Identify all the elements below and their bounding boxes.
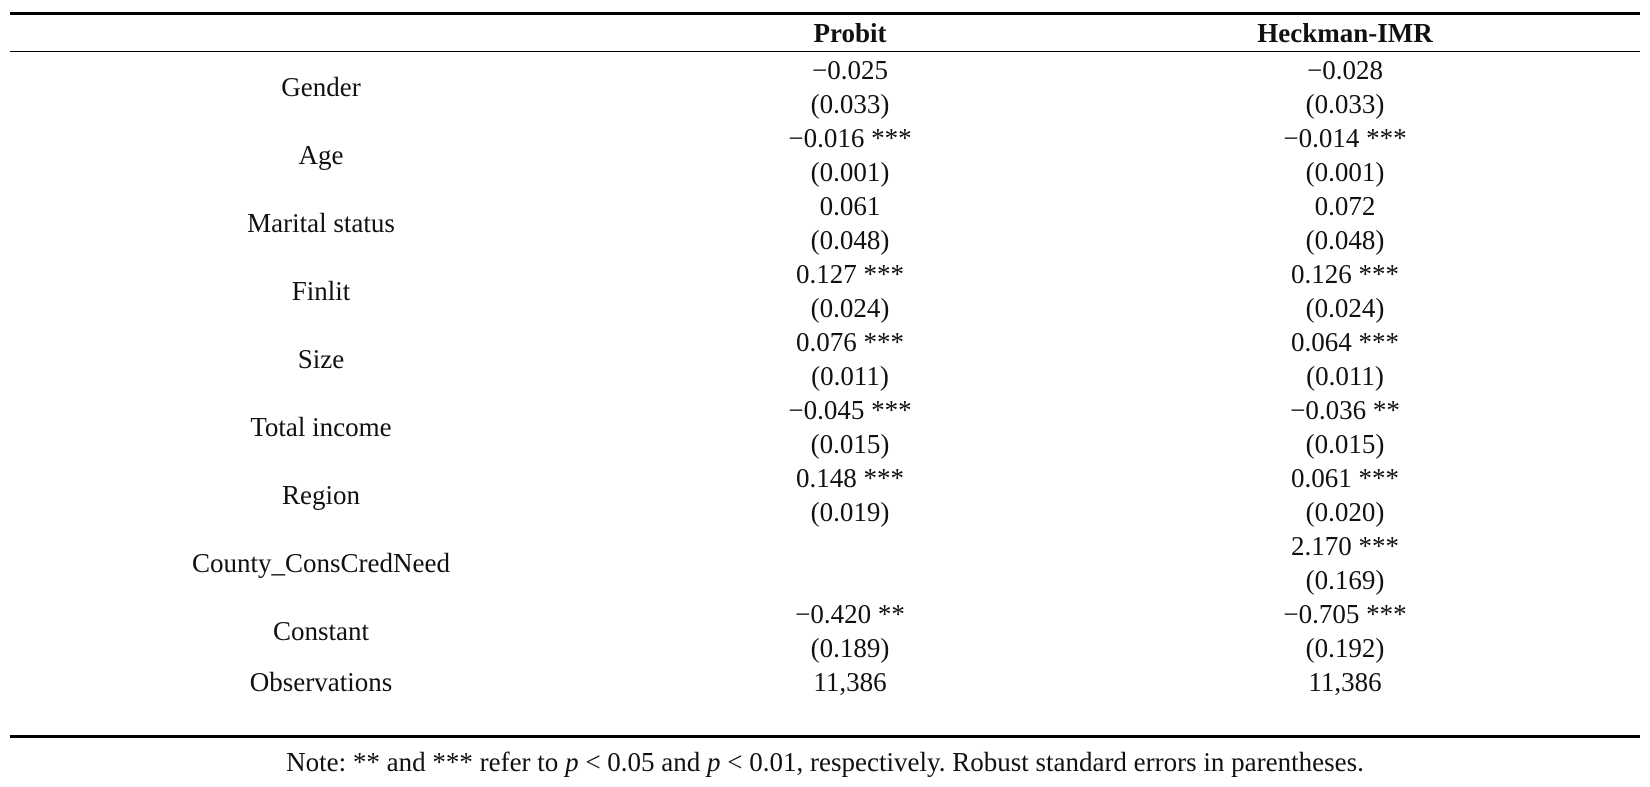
heckman-coefficient: −0.705 *** [1283,599,1407,629]
heckman-standard-error: (0.033) [1305,89,1385,119]
variable-label: Constant [272,616,369,646]
probit-coefficient: 0.148 *** [796,463,904,493]
observations-probit: 11,386 [813,667,887,697]
table-bottom-rule [10,735,1640,738]
variable-label: Finlit [291,276,351,306]
variable-label: Size [297,344,345,374]
heckman-standard-error: (0.048) [1305,225,1385,255]
observations-label: Observations [249,667,393,697]
heckman-standard-error: (0.024) [1305,293,1385,323]
probit-coefficient: −0.420 ** [795,599,905,629]
probit-coefficient: −0.016 *** [788,123,912,153]
heckman-standard-error: (0.011) [1306,361,1384,391]
note-text-3: < 0.01, respectively. Robust standard errors in parentheses. [720,747,1364,777]
heckman-standard-error: (0.001) [1305,157,1385,187]
heckman-standard-error: (0.192) [1305,633,1385,663]
heckman-coefficient: −0.014 *** [1283,123,1407,153]
heckman-standard-error: (0.015) [1305,429,1385,459]
probit-standard-error: (0.015) [810,429,890,459]
heckman-coefficient: 0.126 *** [1291,259,1399,289]
column-header-probit: Probit [813,18,887,48]
heckman-coefficient: 2.170 *** [1291,531,1399,561]
probit-standard-error: (0.033) [810,89,890,119]
probit-coefficient: 0.076 *** [796,327,904,357]
probit-standard-error: (0.019) [810,497,890,527]
probit-coefficient: −0.045 *** [788,395,912,425]
probit-standard-error: (0.001) [810,157,890,187]
heckman-standard-error: (0.169) [1305,565,1385,595]
variable-label: Marital status [247,208,395,238]
probit-standard-error: (0.189) [810,633,890,663]
table-top-rule [10,12,1640,15]
note-p-symbol-1: p [565,747,579,777]
variable-label: Total income [250,412,392,442]
heckman-coefficient: 0.061 *** [1291,463,1399,493]
variable-label: Gender [281,72,361,102]
variable-label: Region [282,480,360,510]
probit-standard-error: (0.011) [811,361,889,391]
heckman-coefficient: 0.064 *** [1291,327,1399,357]
probit-coefficient: −0.025 [812,55,888,85]
note-p-symbol-2: p [707,747,721,777]
probit-standard-error: (0.024) [810,293,890,323]
variable-label: County_ConsCredNeed [192,548,450,578]
heckman-coefficient: −0.036 ** [1290,395,1400,425]
probit-coefficient: 0.127 *** [796,259,904,289]
table-note [0,744,1650,780]
note-text-1: Note: ** and *** refer to [286,747,566,777]
heckman-coefficient: −0.028 [1307,55,1383,85]
column-header-heckman-imr: Heckman-IMR [1257,18,1433,48]
note-text-2: < 0.05 and [578,747,708,777]
probit-standard-error: (0.048) [810,225,890,255]
probit-coefficient: 0.061 [819,191,881,221]
heckman-coefficient: 0.072 [1314,191,1376,221]
heckman-standard-error: (0.020) [1305,497,1385,527]
observations-heckman: 11,386 [1308,667,1382,697]
variable-label: Age [298,140,344,170]
